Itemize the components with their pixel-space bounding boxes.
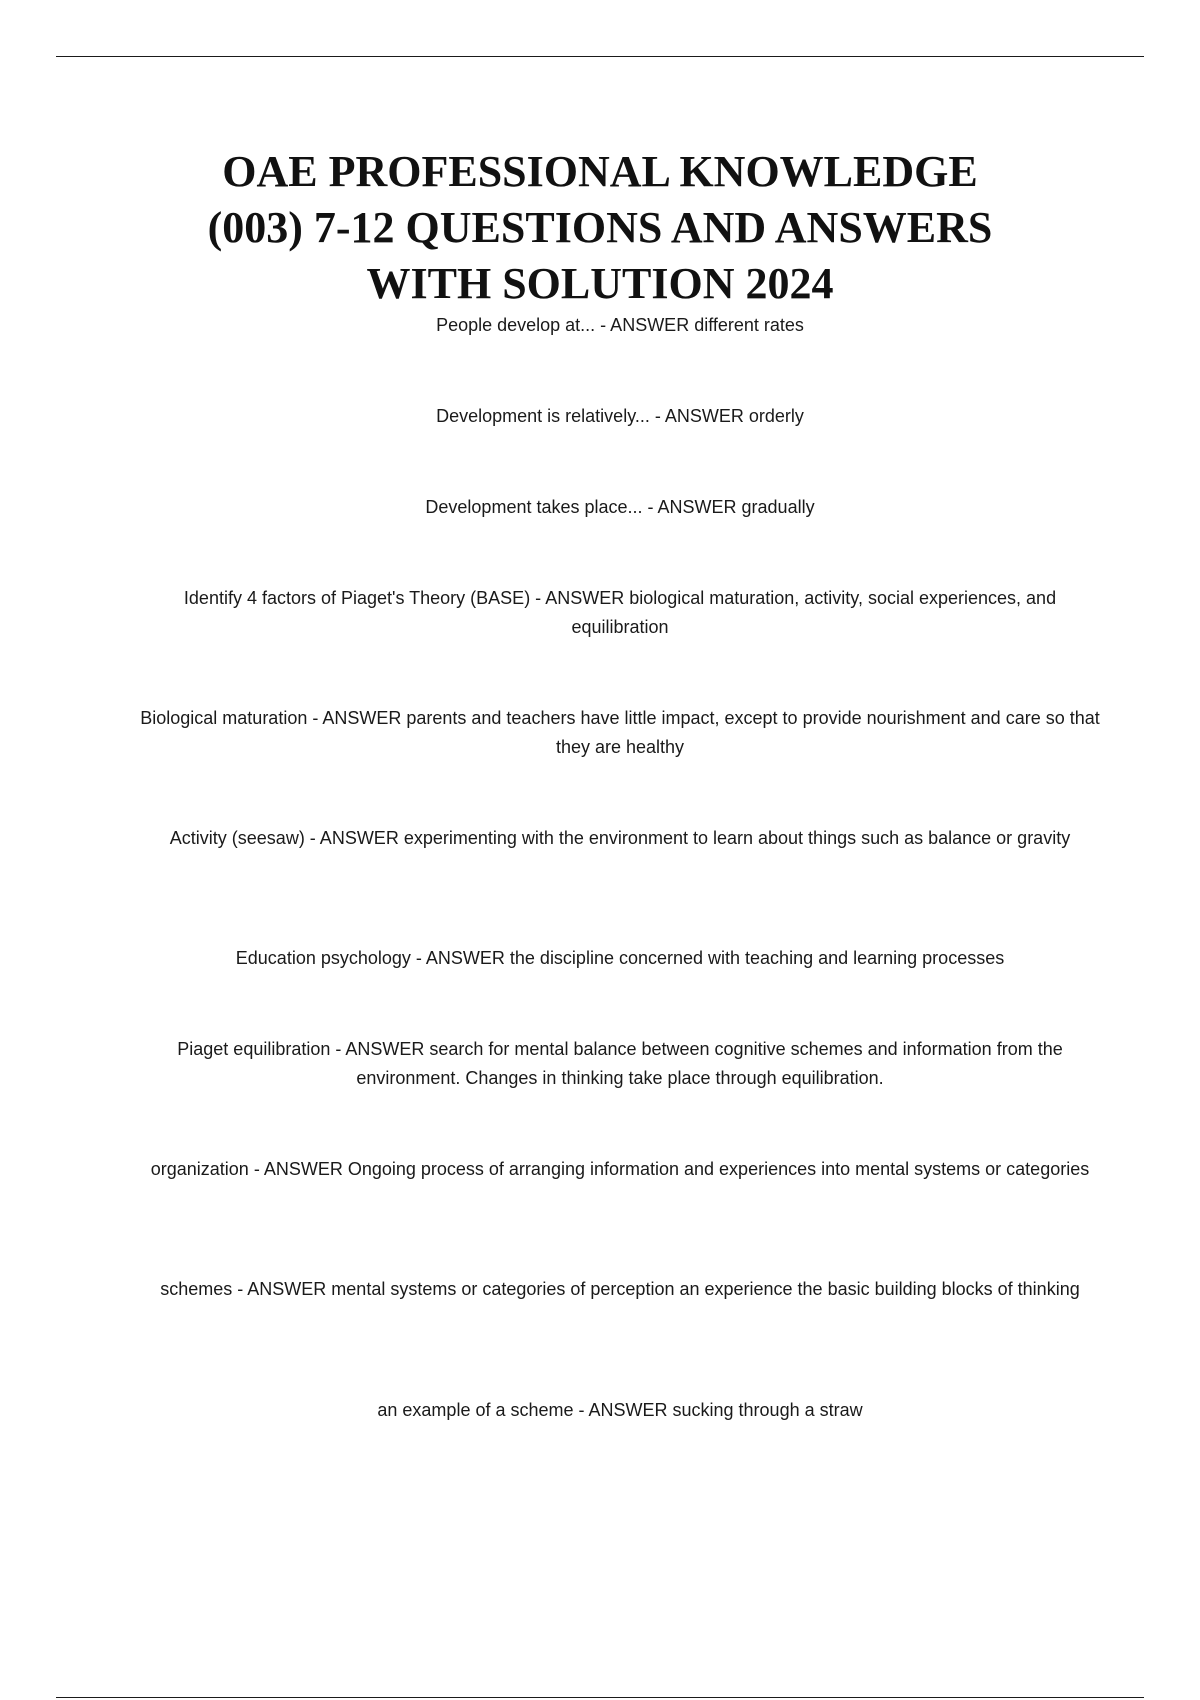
title-line: (003) 7-12 QUESTIONS AND ANSWERS bbox=[207, 203, 993, 252]
qa-item: organization - ANSWER Ongoing process of arranging information and experiences into mental systems or categories bbox=[150, 1159, 1090, 1179]
document-title bbox=[0, 144, 1200, 312]
title-line: WITH SOLUTION 2024 bbox=[366, 259, 834, 308]
qa-item: Activity (seesaw) - ANSWER experimenting with the environment to learn about things such as balance or gravity bbox=[169, 828, 1071, 848]
top-divider bbox=[56, 56, 1144, 57]
qa-item: Identify 4 factors of Piaget's Theory (BASE) - ANSWER biological maturation, activity, social experiences, and equilibration bbox=[183, 588, 1057, 637]
qa-item: Development is relatively... - ANSWER orderly bbox=[436, 406, 804, 426]
qa-item: schemes - ANSWER mental systems or categories of perception an experience the basic building blocks of thinking bbox=[160, 1279, 1080, 1299]
qa-item: Development takes place... - ANSWER gradually bbox=[425, 497, 815, 517]
qa-item: Piaget equilibration - ANSWER search for mental balance between cognitive schemes and information from the environment. Changes in thinking take place through equilibration. bbox=[177, 1039, 1063, 1088]
qa-item: People develop at... - ANSWER different rates bbox=[436, 315, 804, 335]
qa-item: an example of a scheme - ANSWER sucking through a straw bbox=[377, 1400, 863, 1420]
bottom-divider bbox=[56, 1697, 1144, 1698]
title-line: OAE PROFESSIONAL KNOWLEDGE bbox=[222, 147, 978, 196]
qa-item: Education psychology - ANSWER the discipline concerned with teaching and learning processes bbox=[235, 948, 1005, 968]
qa-item: Biological maturation - ANSWER parents and teachers have little impact, except to provide nourishment and care so that they are healthy bbox=[140, 708, 1100, 757]
